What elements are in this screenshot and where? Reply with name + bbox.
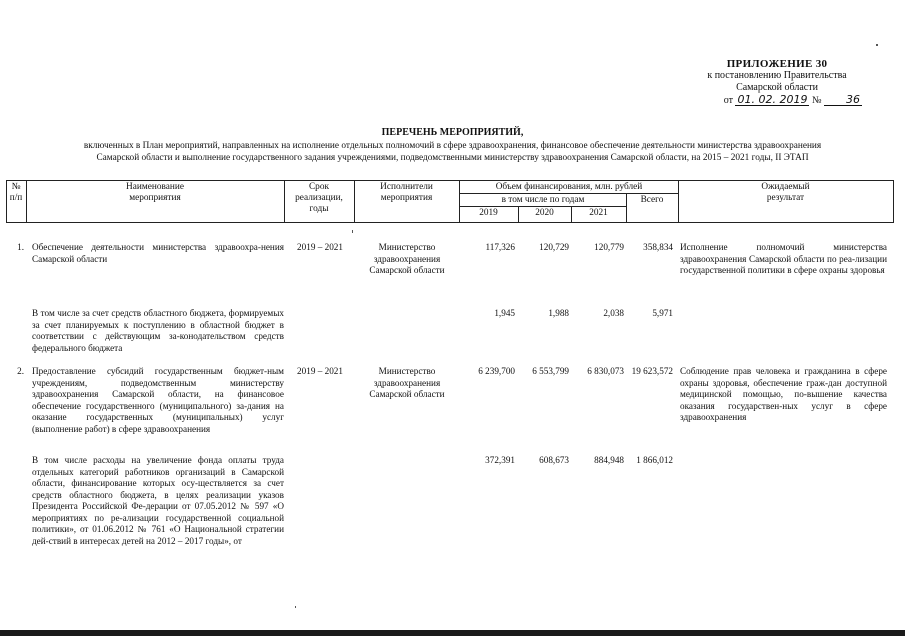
row-name: В том числе расходы на увеличение фонда оплаты труда отдельных категорий работников организаций в Самарской области, финансирование которых осу-ществляется за счет средств областного бюджета, в целях реализации указов Президента Российской Фе-дерации от 07.05.2012 № 597 «О мероприятиях по ре-ализации государственной социальной политики», от 01.06.2012 № 761 «О Национальной стратегии дей-ствий в интересах детей на 2012 – 2017 годы», от xyxy=(32,455,284,546)
row-result: Соблюдение прав человека и гражданина в сфере охраны здоровья, обеспечение граж-дан доступной медицинской помощью, по-вышение качества оказания государствен-ных услуг в сфере здравоохранения xyxy=(680,366,887,422)
row-term: 2019 – 2021 xyxy=(297,242,343,252)
appendix-block xyxy=(662,58,892,107)
row-value-2020: 608,673 xyxy=(539,455,569,465)
row-value-2020: 120,729 xyxy=(539,242,569,252)
row-num: 2. xyxy=(17,366,24,376)
row-executor: Министерство здравоохранения Самарской области xyxy=(369,242,445,275)
row-value-2019: 1,945 xyxy=(494,308,515,318)
header-term: Срок реализации, годы xyxy=(295,182,343,214)
doc-subtitle xyxy=(6,140,899,164)
header-num: № п/п xyxy=(9,182,23,203)
row-value-2021: 120,779 xyxy=(594,242,624,252)
row-value-2019: 117,326 xyxy=(485,242,515,252)
header-year-2019: 2019 xyxy=(479,208,498,218)
header-result: Ожидаемый результат xyxy=(761,182,810,203)
scan-bottom-edge xyxy=(0,630,905,636)
row-result: Исполнение полномочий министерства здравоохранения Самарской области по реа-лизации государственной политики в сфере охраны здоровья xyxy=(680,242,887,275)
header-executor: Исполнители мероприятия xyxy=(380,182,433,203)
row-value-total: 19 623,572 xyxy=(631,366,673,376)
row-name: В том числе за счет средств областного бюджета, формируемых за счет планируемых к поступлению в областной бюджет в соответствии с действующим за-конодательством средств федерального бюджета xyxy=(32,308,284,353)
row-name: Обеспечение деятельности министерства здравоохра-нения Самарской области xyxy=(32,242,284,264)
row-value-total: 5,971 xyxy=(652,308,673,318)
appendix-title: ПРИЛОЖЕНИЕ 30 xyxy=(726,58,828,70)
decree-number: 36 xyxy=(824,94,862,106)
row-value-2020: 1,988 xyxy=(548,308,569,318)
header-name: Наименование мероприятия xyxy=(126,182,184,203)
header-total: Всего xyxy=(640,195,664,205)
from-label: от xyxy=(723,95,733,106)
row-executor: Министерство здравоохранения Самарской области xyxy=(369,366,445,399)
row-value-2020: 6 553,799 xyxy=(532,366,569,376)
doc-subtitle-line-2: Самарской области и выполнение государственного задания учреждениями, подведомственными министерству здравоохранения Самарской области, на 2015 – 2021 годы, II ЭТАП xyxy=(96,153,809,163)
header-funding: Объем финансирования, млн. рублей xyxy=(495,182,643,192)
row-value-total: 1 866,012 xyxy=(636,455,673,465)
header-year-2020: 2020 xyxy=(535,208,554,218)
row-value-2021: 884,948 xyxy=(594,455,624,465)
scan-speck xyxy=(876,44,878,46)
row-value-2019: 372,391 xyxy=(485,455,515,465)
doc-subtitle-line-1: включенных в План мероприятий, направленных на исполнение отдельных полномочий в сфере здравоохранения, финансовое обеспечение деятельности министерства здравоохранения xyxy=(83,141,822,151)
doc-title: ПЕРЕЧЕНЬ МЕРОПРИЯТИЙ, xyxy=(381,127,524,138)
decree-date: 01. 02. 2019 xyxy=(737,93,808,106)
header-by-years: в том числе по годам xyxy=(501,195,585,205)
scan-speck xyxy=(295,606,296,608)
appendix-line-1: к постановлению Правительства xyxy=(707,70,847,81)
number-label: № xyxy=(811,95,822,106)
appendix-date-line xyxy=(662,94,892,107)
appendix-line-2: Самарской области xyxy=(736,82,818,93)
row-name: Предоставление субсидий государственным бюджет-ным учреждениям, подведомственным министерству здравоохранения Самарской области, на финансовое обеспечение государственного (муниципального) за-дания на оказание государственных (муниципальных) услуг (выполнение работ) в сфере здравоохранения xyxy=(32,366,284,434)
row-value-2021: 2,038 xyxy=(603,308,624,318)
row-term: 2019 – 2021 xyxy=(297,366,343,376)
row-value-total: 358,834 xyxy=(643,242,673,252)
row-value-2019: 6 239,700 xyxy=(478,366,515,376)
header-year-2021: 2021 xyxy=(589,208,608,218)
scan-speck xyxy=(352,230,353,233)
row-value-2021: 6 830,073 xyxy=(587,366,624,376)
row-num: 1. xyxy=(17,242,24,252)
